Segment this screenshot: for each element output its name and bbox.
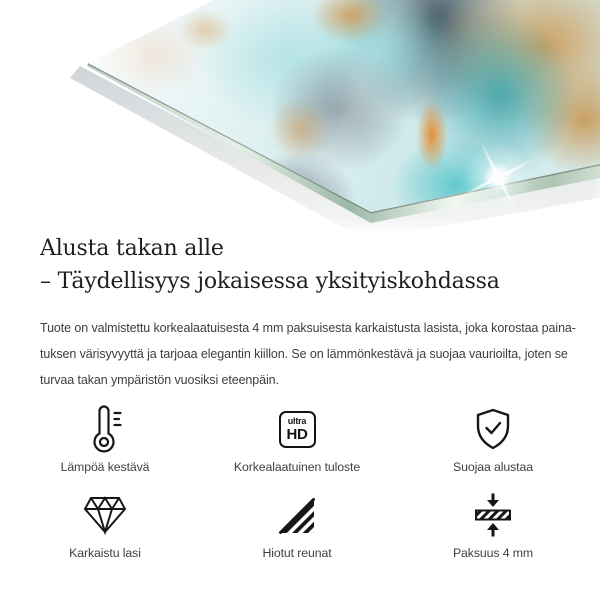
feature-label: Hiotut reunat xyxy=(262,546,332,560)
shield-check-icon xyxy=(398,404,588,454)
description-line: Tuote on valmistettu korkealaatuisesta 4 mm paksuisesta karkaistusta lasista, joka korostaa paina- xyxy=(40,321,576,335)
product-photo xyxy=(0,0,600,228)
feature-label: Paksuus 4 mm xyxy=(452,546,534,560)
feature-heat-resistant xyxy=(10,404,200,474)
page-title xyxy=(40,232,500,298)
product-description xyxy=(40,315,576,393)
ultra-hd-badge-top: ultra xyxy=(287,415,307,426)
page-title-line-2: – Täydellisyys jokaisessa yksityiskohdassa xyxy=(40,269,500,294)
feature-label: Suojaa alustaa xyxy=(453,460,533,474)
ultra-hd-icon xyxy=(202,404,392,454)
feature-polished-edges xyxy=(202,490,392,560)
feature-label: Karkaistu lasi xyxy=(69,546,141,560)
feature-thickness xyxy=(398,490,588,560)
feature-label: Korkealaatuinen tuloste xyxy=(233,460,361,474)
feature-high-quality-print xyxy=(202,404,392,474)
diamond-icon xyxy=(10,490,200,540)
thickness-icon xyxy=(398,490,588,540)
thermometer-icon xyxy=(10,404,200,454)
feature-label: Lämpöä kestävä xyxy=(60,460,150,474)
feature-protects-base xyxy=(398,404,588,474)
ultra-hd-badge xyxy=(279,411,316,448)
description-line: turvaa takan ympäristön vuosiksi eteenpäin. xyxy=(40,373,279,387)
ultra-hd-badge-bottom: HD xyxy=(286,425,308,443)
feature-tempered-glass xyxy=(10,490,200,560)
description-line: tuksen värisyvyyttä ja tarjoaa elegantin kiillon. Se on lämmönkestävä ja suojaa vaurioilta, joten se xyxy=(40,347,568,361)
page-title-line-1: Alusta takan alle xyxy=(40,236,224,261)
polished-edges-icon xyxy=(202,490,392,540)
